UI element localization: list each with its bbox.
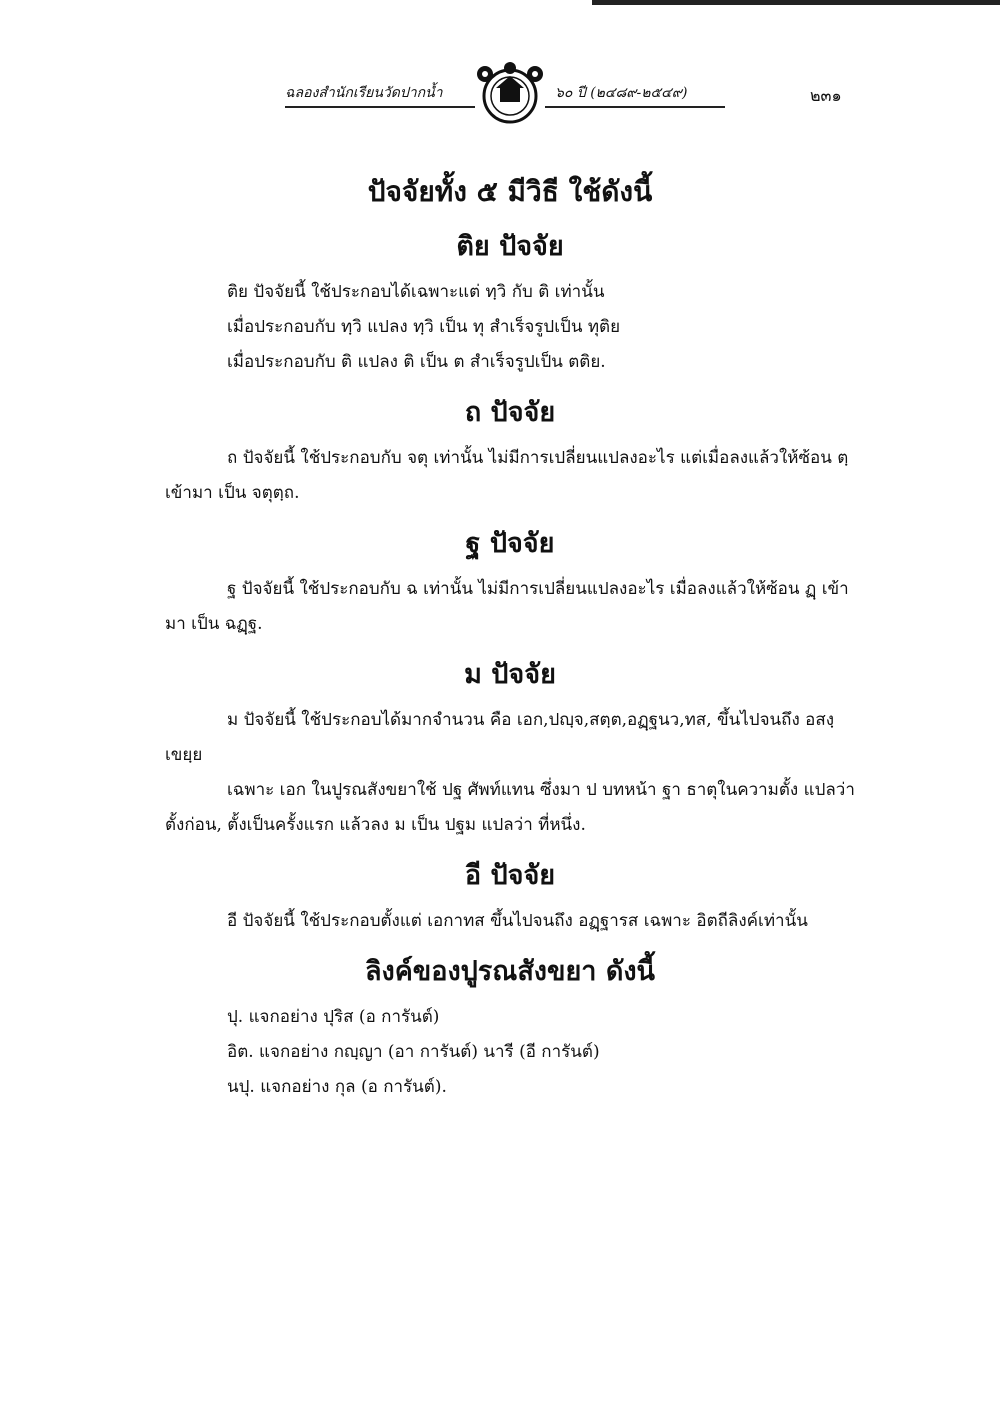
section-heading-tiya: ติย ปัจจัย (456, 231, 564, 262)
page-body (165, 170, 855, 1105)
section-heading-tha: ถ ปัจจัย (464, 397, 556, 428)
section-heading-ma: ม ปัจจัย (464, 659, 556, 690)
gender-item: นปุ. แจกอย่าง กุล (อ การันต์). (227, 1077, 447, 1097)
gender-section-heading: ลิงค์ของปูรณสังขยา ดังนี้ (364, 956, 655, 987)
main-title: ปัจจัยทั้ง ๕ มีวิธี ใช้ดังนี้ (367, 175, 653, 208)
section-heading-ii: อี ปัจจัย (464, 860, 556, 891)
page-header (0, 60, 1000, 130)
gender-item: อิต. แจกอย่าง กญฺญา (อา การันต์) นารี (อี การันต์) (227, 1042, 600, 1062)
header-left-text: ฉลองสำนักเรียนวัดปากน้ำ (285, 85, 443, 101)
section-paragraph: อี ปัจจัยนี้ ใช้ประกอบตั้งแต่ เอกาทส ขึ้นไปจนถึง อฏฺฐารส เฉพาะ อิตถีลิงค์เท่านั้น (227, 911, 808, 931)
section-line: เมื่อประกอบกับ ทฺวิ แปลง ทฺวิ เป็น ทุ สำเร็จรูปเป็น ทุติย (227, 317, 621, 337)
header-underline-right (545, 106, 725, 108)
section-line: เมื่อประกอบกับ ติ แปลง ติ เป็น ต สำเร็จรูปเป็น ตติย. (227, 352, 606, 372)
temple-emblem-icon (470, 60, 550, 128)
section-paragraph: เฉพาะ เอก ในปูรณสังขยาใช้ ปฐ ศัพท์แทน ซึ่งมา ป บทหน้า ฐา ธาตุในความตั้ง แปลว่า ตั้งก่อน, ตั้งเป็นครั้งแรก แล้วลง ม เป็น ปฐม แปลว่า ที่หนึ่ง. (165, 780, 855, 835)
section-paragraph: ม ปัจจัยนี้ ใช้ประกอบได้มากจำนวน คือ เอก,ปญฺจ,สตฺต,อฏฺฐนว,ทส, ขึ้นไปจนถึง อสงฺเขยฺย (165, 710, 835, 765)
top-edge-rule (592, 0, 1000, 5)
page-number: ๒๓๑ (810, 86, 842, 105)
gender-item: ปุ. แจกอย่าง ปุริส (อ การันต์) (227, 1007, 440, 1027)
header-underline-left (285, 106, 475, 108)
section-paragraph: ฐ ปัจจัยนี้ ใช้ประกอบกับ ฉ เท่านั้น ไม่มีการเปลี่ยนแปลงอะไร เมื่อลงแล้วให้ซ้อน ฏฺ เข้ามา เป็น ฉฏฺฐ. (165, 579, 849, 634)
section-line: ติย ปัจจัยนี้ ใช้ประกอบได้เฉพาะแต่ ทฺวิ กับ ติ เท่านั้น (227, 282, 605, 302)
header-right-text: ๖๐ ปี (๒๔๘๙-๒๕๔๙) (555, 85, 688, 101)
section-paragraph: ถ ปัจจัยนี้ ใช้ประกอบกับ จตุ เท่านั้น ไม่มีการเปลี่ยนแปลงอะไร แต่เมื่อลงแล้วให้ซ้อน ตฺ เข้ามา เป็น จตุตฺถ. (165, 448, 849, 503)
section-heading-tho: ฐ ปัจจัย (465, 528, 555, 559)
